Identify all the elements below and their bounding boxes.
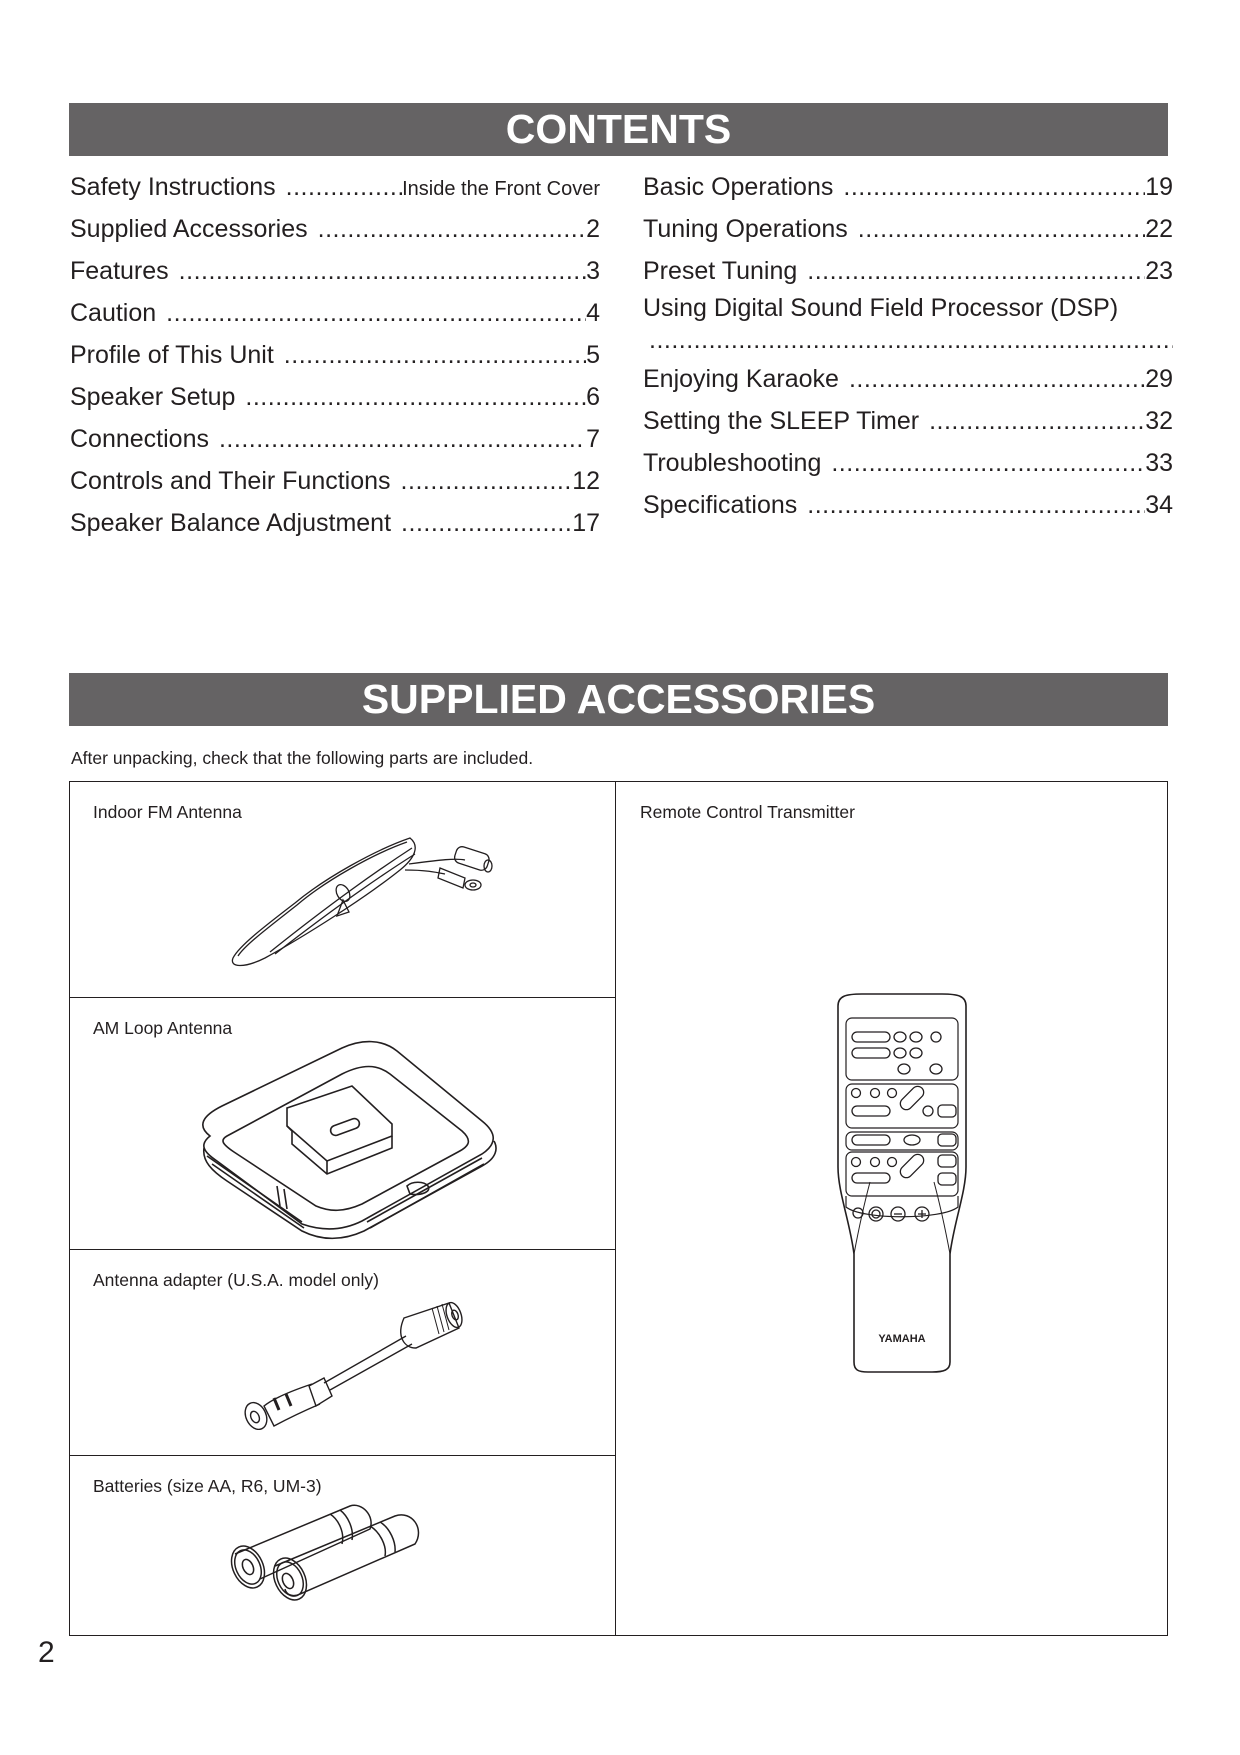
toc-entry[interactable] xyxy=(70,166,600,208)
accessory-cell-batteries xyxy=(70,1456,616,1635)
accessory-label: Antenna adapter (U.S.A. model only) xyxy=(93,1270,379,1290)
am-loop-antenna-icon xyxy=(192,1036,502,1246)
toc-entry-title: Profile of This Unit xyxy=(70,341,274,369)
toc-leader-dots xyxy=(858,208,1145,250)
remote-brand-logo: YAMAHA xyxy=(878,1333,926,1345)
toc-entry-page: 29 xyxy=(1145,365,1173,393)
toc-entry[interactable] xyxy=(643,208,1173,250)
toc-entry[interactable] xyxy=(643,358,1173,400)
toc-entry-title: Controls and Their Functions xyxy=(70,467,391,495)
toc-entry[interactable] xyxy=(70,418,600,460)
toc-entry[interactable] xyxy=(70,208,600,250)
accessory-cell-am-loop-antenna xyxy=(70,998,616,1250)
toc-leader-dots xyxy=(401,460,573,502)
toc-entry-title: Tuning Operations xyxy=(643,215,848,243)
batteries-icon xyxy=(230,1494,430,1619)
accessory-cell-remote-control xyxy=(616,782,1167,1635)
supplied-accessories-heading: SUPPLIED ACCESSORIES xyxy=(69,673,1168,726)
toc-leader-dots xyxy=(849,358,1145,400)
toc-entry-page: 34 xyxy=(1145,491,1173,519)
toc-entry-title: Safety Instructions xyxy=(70,173,276,201)
toc-entry[interactable] xyxy=(643,166,1173,208)
toc-entry-page: 19 xyxy=(1145,173,1173,201)
toc-entry-title: Features xyxy=(70,257,169,285)
toc-entry-page: 23 xyxy=(1145,257,1173,285)
toc-entry-page: 32 xyxy=(1145,407,1173,435)
toc-entry-page: 33 xyxy=(1145,449,1173,477)
toc-leader-dots xyxy=(807,250,1145,292)
toc-entry[interactable] xyxy=(643,250,1173,292)
toc-leader-dots xyxy=(245,376,586,418)
remote-control-icon xyxy=(832,992,972,1374)
toc-entry[interactable] xyxy=(70,460,600,502)
accessory-cell-antenna-adapter xyxy=(70,1250,616,1456)
toc-leader-dots xyxy=(179,250,586,292)
toc-leader-dots xyxy=(643,324,1173,356)
toc-entry-title: Basic Operations xyxy=(643,173,834,201)
toc-entry-title: Connections xyxy=(70,425,209,453)
toc-entry[interactable] xyxy=(70,502,600,544)
toc-entry-title: Troubleshooting xyxy=(643,449,822,477)
toc-right-column xyxy=(643,166,1173,526)
toc-entry-title: Specifications xyxy=(643,491,798,519)
toc-entry-page: 5 xyxy=(586,341,600,369)
toc-leader-dots xyxy=(284,334,586,376)
toc-entry-title: Setting the SLEEP Timer xyxy=(643,407,920,435)
toc-entry-page: 7 xyxy=(586,425,600,453)
toc-entry-title: Enjoying Karaoke xyxy=(643,365,839,393)
toc-entry[interactable] xyxy=(643,292,1173,358)
accessory-label: Batteries (size AA, R6, UM-3) xyxy=(93,1476,322,1496)
toc-entry-page: 22 xyxy=(1145,215,1173,243)
toc-entry[interactable] xyxy=(70,334,600,376)
toc-entry[interactable] xyxy=(70,376,600,418)
toc-entry[interactable] xyxy=(70,250,600,292)
toc-entry-title: Preset Tuning xyxy=(643,257,798,285)
accessory-label: AM Loop Antenna xyxy=(93,1018,233,1038)
toc-entry-title: Using Digital Sound Field Processor (DSP) xyxy=(643,294,1119,322)
toc-leader-dots xyxy=(286,166,402,208)
toc-leader-dots xyxy=(401,502,572,544)
toc-entry-title: Supplied Accessories xyxy=(70,215,308,243)
toc-entry-page: 17 xyxy=(572,509,600,537)
accessories-table xyxy=(69,781,1168,1636)
accessory-label: Remote Control Transmitter xyxy=(640,802,855,822)
toc-entry-title: Speaker Balance Adjustment xyxy=(70,509,392,537)
toc-entry-page: Inside the Front Cover xyxy=(402,178,600,200)
toc-leader-dots xyxy=(831,442,1145,484)
toc-leader-dots xyxy=(318,208,586,250)
toc-leader-dots xyxy=(807,484,1145,526)
toc-entry-page: 4 xyxy=(586,299,600,327)
page-number: 2 xyxy=(38,1636,55,1669)
accessories-intro: After unpacking, check that the following parts are included. xyxy=(71,748,534,768)
toc-leader-dots xyxy=(166,292,586,334)
toc-leader-dots xyxy=(219,418,586,460)
toc-entry[interactable] xyxy=(643,484,1173,526)
toc-entry-page: 3 xyxy=(586,257,600,285)
toc-entry[interactable] xyxy=(643,400,1173,442)
toc-entry-title: Speaker Setup xyxy=(70,383,236,411)
toc-entry-page: 6 xyxy=(586,383,600,411)
accessory-cell-fm-antenna xyxy=(70,782,616,998)
toc-left-column xyxy=(70,166,600,544)
toc-entry[interactable] xyxy=(643,442,1173,484)
contents-heading: CONTENTS xyxy=(69,103,1168,156)
toc-entry-title: Caution xyxy=(70,299,157,327)
accessory-label: Indoor FM Antenna xyxy=(93,802,242,822)
toc-leader-dots xyxy=(929,400,1145,442)
toc-entry-page: 2 xyxy=(586,215,600,243)
fm-antenna-icon xyxy=(225,808,495,973)
antenna-adapter-icon xyxy=(234,1298,466,1430)
toc-entry[interactable] xyxy=(70,292,600,334)
toc-entry-page: 12 xyxy=(572,467,600,495)
toc-leader-dots xyxy=(843,166,1145,208)
